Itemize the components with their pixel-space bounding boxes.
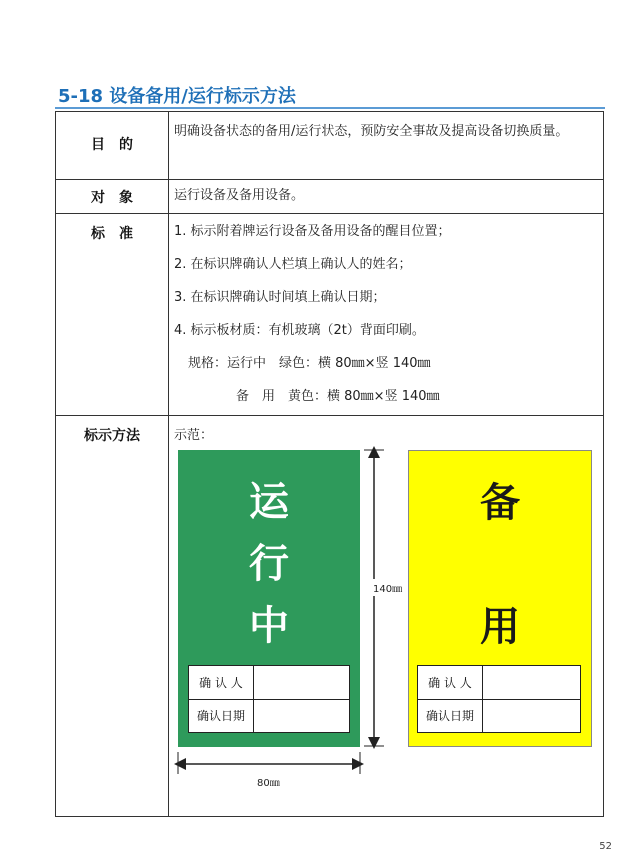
text-object: 运行设备及备用设备。 xyxy=(174,188,305,203)
confirm-person-label: 确 认 人 xyxy=(189,666,254,699)
label-standard: 标 准 xyxy=(91,226,133,242)
height-dimension-label: 140㎜ xyxy=(372,579,403,596)
running-char: 运 xyxy=(249,479,289,525)
standard-line: 3. 在标识牌确认时间填上确认日期； xyxy=(174,290,386,305)
standard-line: 1. 标示附着牌运行设备及备用设备的醒目位置； xyxy=(174,224,451,239)
running-char: 中 xyxy=(249,603,289,649)
label-object: 对 象 xyxy=(91,190,133,206)
section-title: 5-18 设备备用/运行标示方法 xyxy=(58,86,296,107)
spec-line-running: 规格：运行中 绿色：横 80㎜×竖 140㎜ xyxy=(188,356,431,371)
confirm-date-label: 确认日期 xyxy=(418,699,483,732)
spec-line-standby: 备 用 黄色：横 80㎜×竖 140㎜ xyxy=(236,389,440,404)
text-method-intro: 示范： xyxy=(174,428,214,443)
text-purpose: 明确设备状态的备用/运行状态，预防安全事故及提高设备切换质量。 xyxy=(174,124,569,139)
label-method: 标示方法 xyxy=(84,428,140,444)
standard-line: 4. 标示板材质：有机玻璃（2t）背面印刷。 xyxy=(174,323,425,338)
label-purpose: 目 的 xyxy=(91,137,133,153)
standby-char: 备 xyxy=(480,480,520,526)
confirm-person-label: 确 认 人 xyxy=(418,666,483,699)
confirm-date-label: 确认日期 xyxy=(189,699,254,732)
standard-line: 2. 在标识牌确认人栏填上确认人的姓名； xyxy=(174,257,412,272)
page-number: 52 xyxy=(599,841,612,852)
width-dimension-label: 80㎜ xyxy=(257,778,280,789)
standby-char: 用 xyxy=(480,604,520,650)
running-char: 行 xyxy=(249,541,289,587)
